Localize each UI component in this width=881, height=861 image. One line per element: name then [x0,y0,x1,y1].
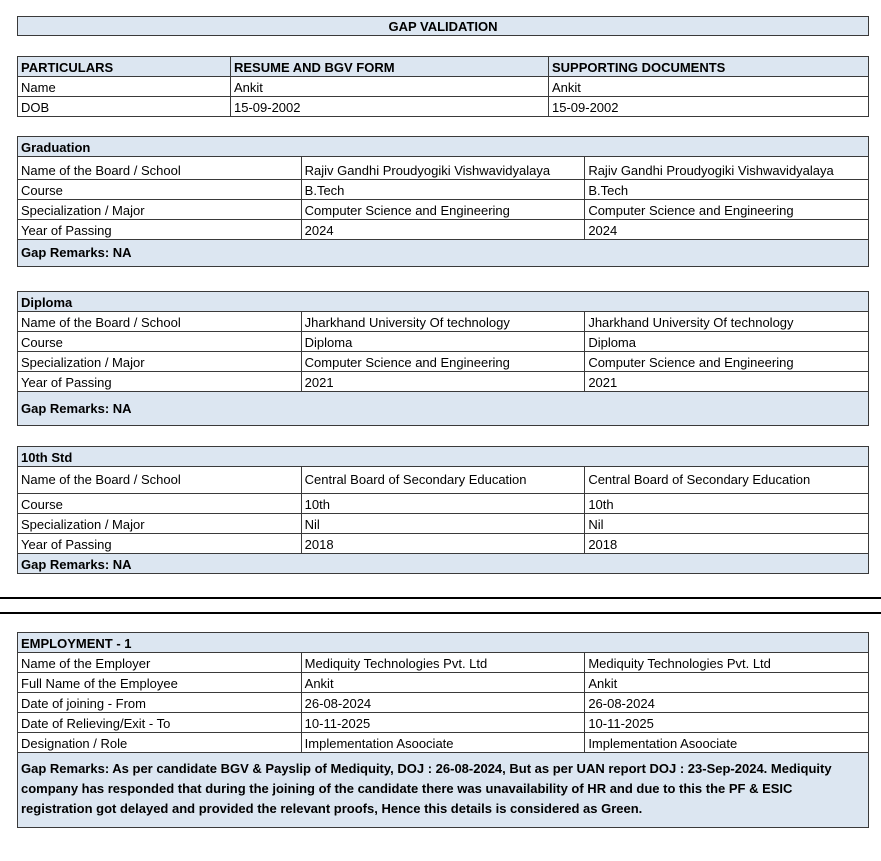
graduation-section [17,136,869,267]
column-header-row [18,57,869,77]
section-heading: Graduation [18,137,869,157]
row-label: Name of the Board / School [18,312,302,332]
resume-value: Rajiv Gandhi Proudyogiki Vishwavidyalaya [301,157,585,180]
resume-value: 2018 [301,534,585,554]
supporting-value: 2024 [585,220,869,240]
diploma-table [17,291,869,426]
table-row [18,534,869,554]
supporting-value: B.Tech [585,180,869,200]
gap-remarks: Gap Remarks: NA [18,554,869,574]
section-heading: Diploma [18,292,869,312]
diploma-section [17,291,869,426]
row-label: Name of the Board / School [18,467,302,494]
gap-validation-title-block [17,16,869,36]
row-label: Specialization / Major [18,200,302,220]
row-label: Full Name of the Employee [18,673,302,693]
supporting-value: Implementation Asoociate [585,733,869,753]
resume-value: 10th [301,494,585,514]
table-row [18,180,869,200]
table-row [18,467,869,494]
table-row [18,713,869,733]
table-row [18,653,869,673]
resume-value: Ankit [301,673,585,693]
row-label: Course [18,332,302,352]
resume-value: Central Board of Secondary Education [301,467,585,494]
row-label: Date of joining - From [18,693,302,713]
supporting-value: 10th [585,494,869,514]
table-row [18,494,869,514]
section-divider [0,612,881,614]
supporting-value: 2021 [585,372,869,392]
table-row [18,332,869,352]
resume-value: Computer Science and Engineering [301,200,585,220]
resume-value: 10-11-2025 [301,713,585,733]
supporting-value: Ankit [549,77,869,97]
table-row [18,352,869,372]
resume-value: Nil [301,514,585,534]
resume-value: Jharkhand University Of technology [301,312,585,332]
table-row [18,514,869,534]
table-row [18,693,869,713]
resume-value: Computer Science and Engineering [301,352,585,372]
row-label: Name of the Employer [18,653,302,673]
graduation-table [17,136,869,267]
section-heading: EMPLOYMENT - 1 [18,633,869,653]
table-row [18,312,869,332]
row-label: Year of Passing [18,220,302,240]
resume-value: Implementation Asoociate [301,733,585,753]
table-row [18,97,869,117]
section-divider [0,597,881,599]
table-row [18,157,869,180]
row-label: Year of Passing [18,534,302,554]
row-label: Year of Passing [18,372,302,392]
supporting-value: 26-08-2024 [585,693,869,713]
supporting-value: Mediquity Technologies Pvt. Ltd [585,653,869,673]
title-table [17,16,869,36]
supporting-value: Jharkhand University Of technology [585,312,869,332]
table-row [18,200,869,220]
employment-table [17,632,869,828]
row-label: Name of the Board / School [18,157,302,180]
table-row [18,372,869,392]
supporting-value: Diploma [585,332,869,352]
tenth-table [17,446,869,574]
resume-value: Mediquity Technologies Pvt. Ltd [301,653,585,673]
row-label: Course [18,180,302,200]
supporting-value: Rajiv Gandhi Proudyogiki Vishwavidyalaya [585,157,869,180]
supporting-value: Computer Science and Engineering [585,200,869,220]
page-title: GAP VALIDATION [18,17,869,36]
supporting-value: 10-11-2025 [585,713,869,733]
row-label: Designation / Role [18,733,302,753]
table-row [18,220,869,240]
gap-remarks: Gap Remarks: NA [18,392,869,426]
resume-value: 15-09-2002 [231,97,549,117]
supporting-value: Computer Science and Engineering [585,352,869,372]
row-label: Name [18,77,231,97]
supporting-value: Nil [585,514,869,534]
resume-value: 2024 [301,220,585,240]
row-label: DOB [18,97,231,117]
header-supporting: SUPPORTING DOCUMENTS [549,57,869,77]
row-label: Specialization / Major [18,514,302,534]
gap-remarks: Gap Remarks: As per candidate BGV & Payslip of Mediquity, DOJ : 26-08-2024, But as per UAN report DOJ : 23-Sep-2024. Mediquity company has responded that during the joining of the candidate there was unavailability of HR and due to this the PF & ESIC registration got delayed and provided the relevant proofs, Hence this details is considered as Green. [18,753,869,828]
particulars-table [17,56,869,117]
particulars-section [17,56,869,117]
supporting-value: Central Board of Secondary Education [585,467,869,494]
supporting-value: 2018 [585,534,869,554]
tenth-section [17,446,869,574]
header-resume: RESUME AND BGV FORM [231,57,549,77]
resume-value: 2021 [301,372,585,392]
header-particulars: PARTICULARS [18,57,231,77]
row-label: Date of Relieving/Exit - To [18,713,302,733]
resume-value: Diploma [301,332,585,352]
table-row [18,673,869,693]
supporting-value: 15-09-2002 [549,97,869,117]
section-heading: 10th Std [18,447,869,467]
table-row [18,733,869,753]
employment-section [17,632,869,828]
resume-value: B.Tech [301,180,585,200]
resume-value: 26-08-2024 [301,693,585,713]
row-label: Specialization / Major [18,352,302,372]
row-label: Course [18,494,302,514]
resume-value: Ankit [231,77,549,97]
table-row [18,77,869,97]
supporting-value: Ankit [585,673,869,693]
gap-remarks: Gap Remarks: NA [18,240,869,267]
